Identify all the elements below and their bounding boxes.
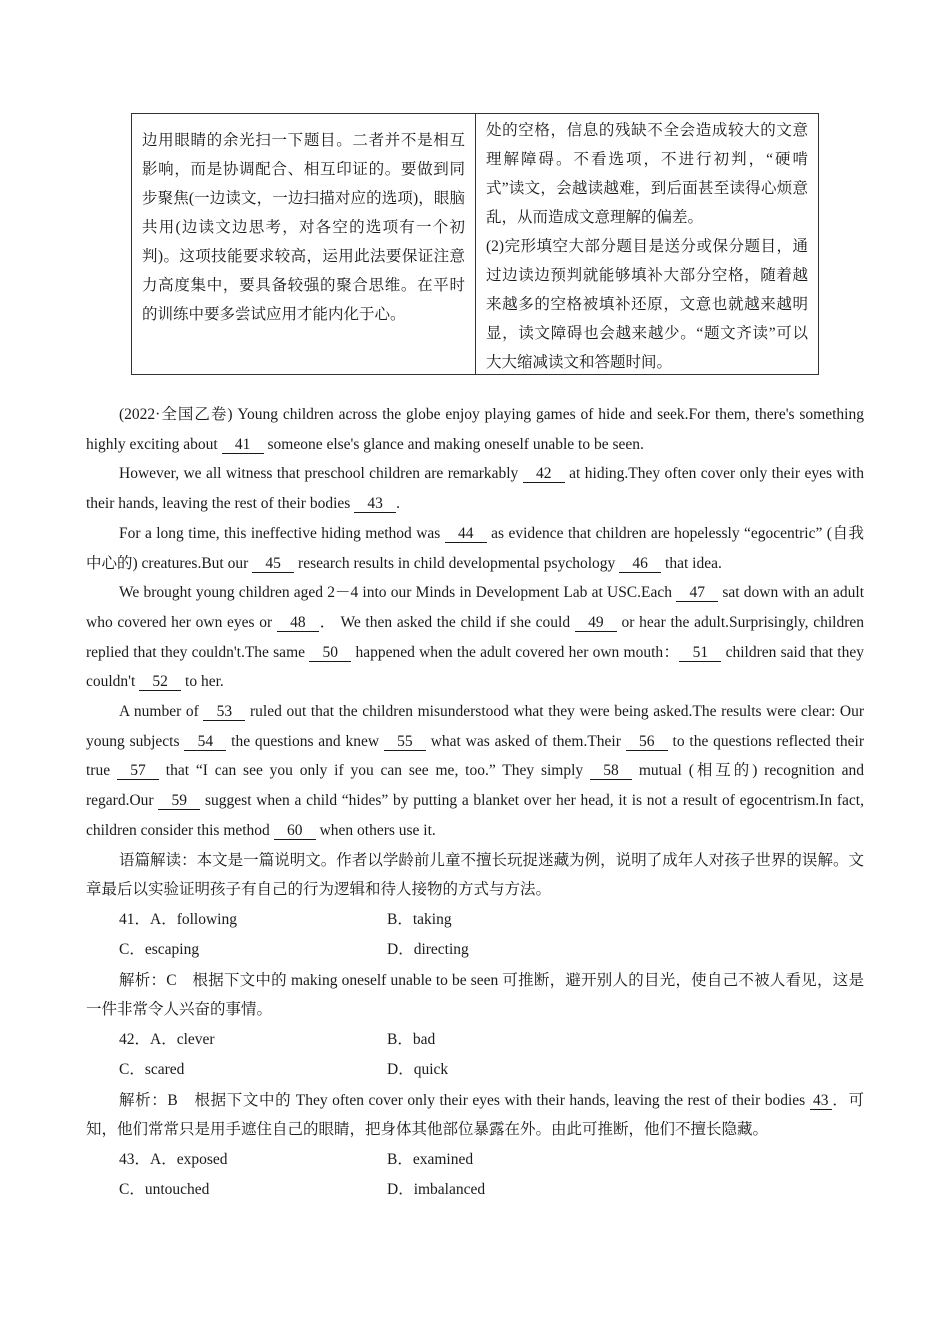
passage-summary: 语篇解读：本文是一篇说明文。作者以学龄前儿童不擅长玩捉迷藏为例，说明了成年人对孩子世界的误解。文章最后以实验证明孩子有自己的行为逻辑和待人接物的方式与方法。 bbox=[86, 851, 864, 899]
blank-57: 57 bbox=[117, 762, 159, 780]
option-43-b: B．examined bbox=[387, 1150, 474, 1168]
blank-52: 52 bbox=[139, 673, 181, 691]
question-43-options-row-2 bbox=[86, 1175, 864, 1205]
option-42-c: C．scared bbox=[119, 1061, 185, 1079]
blank-56: 56 bbox=[626, 733, 668, 751]
option-43-d: D．imbalanced bbox=[387, 1181, 486, 1199]
option-43-c: C．untouched bbox=[119, 1181, 210, 1199]
option-41-c: C．escaping bbox=[119, 941, 200, 959]
blank-46: 46 bbox=[619, 555, 661, 573]
passage-paragraph-2: However, we all witness that preschool children are remarkably 42 at hiding.They often cover only their eyes with their hands, leaving the rest of their bodies 43 . bbox=[86, 465, 864, 513]
analysis-41: 解析：C 根据下文中的 making oneself unable to be seen 可推断，避开别人的目光，使自己不被人看见，这是一件非常令人兴奋的事情。 bbox=[86, 971, 864, 1019]
blank-42: 42 bbox=[523, 465, 565, 483]
passage-paragraph-4: We brought young children aged 2－4 into our Minds in Development Lab at USC.Each 47 sat down with an adult who covered her own eyes or 48 ． We then asked the child if she could 49 or hear the adult.Surprisingly, children replied that they couldn't.The same 50 happened when the adult covered her own mouth： 51 children said that they couldn't 52 to her. bbox=[86, 584, 864, 691]
blank-48: 48 bbox=[277, 614, 319, 632]
blank-53: 53 bbox=[203, 703, 245, 721]
blank-54: 54 bbox=[184, 733, 226, 751]
tips-left-text: 边用眼睛的余光扫一下题目。二者并不是相互影响，而是协调配合、相互印证的。要做到同步聚焦(一边读文，一边扫描对应的选项)，眼脑共用(边读文边思考，对各空的选项有一个初判)。这项技能要求较高，运用此法要保证注意力高度集中，要具备较强的聚合思维。在平时的训练中要多尝试应用才能内化于心。 bbox=[142, 132, 465, 323]
option-42-b: B．bad bbox=[387, 1030, 436, 1048]
passage-paragraph-3: For a long time, this ineffective hiding method was 44 as evidence that children are hopelessly “egocentric” (自我中心的) creatures.But our 45 research results in child developmental psychology 46 that idea. bbox=[86, 524, 864, 572]
passage-paragraph-1: (2022·全国乙卷) Young children across the globe enjoy playing games of hide and seek.For them, there's something highly exciting about 41 someone else's glance and making oneself unable to be seen. bbox=[86, 406, 864, 453]
option-41-d: D．directing bbox=[387, 941, 469, 959]
question-42-options-row-1 bbox=[86, 1025, 864, 1055]
blank-43: 43 bbox=[354, 495, 396, 513]
tips-right-text-2: (2)完形填空大部分题目是送分或保分题目，通过边读边预判就能够填补大部分空格，随着越来越多的空格被填补还原，文意也就越来越明显，读文障碍也会越来越少。“题文齐读”可以大大缩减读文和答题时间。 bbox=[486, 238, 808, 371]
question-41-options-row-1 bbox=[86, 905, 864, 935]
blank-41: 41 bbox=[222, 436, 264, 454]
tips-table bbox=[131, 113, 819, 375]
passage-paragraph-5: A number of 53 ruled out that the children misunderstood what they were being asked.The results were clear: Our young subjects 54 the questions and knew 55 what was asked of them.Their 56 to the questions reflected their true 57 that “I can see you only if you can see me, too.” They simply 58 mutual (相互的) recognition and regard.Our 59 suggest when a child “hides” by putting a blanket over her head, it is not a result of egocentrism.In fact, children consider this method 60 when others use it. bbox=[86, 703, 864, 839]
question-41-options-row-2 bbox=[86, 935, 864, 965]
blank-58: 58 bbox=[590, 762, 632, 780]
blank-45: 45 bbox=[252, 555, 294, 573]
tips-right-cell bbox=[476, 114, 818, 374]
blank-55: 55 bbox=[384, 733, 426, 751]
option-41-b: B．taking bbox=[387, 910, 452, 928]
question-43-options-row-1 bbox=[86, 1145, 864, 1175]
option-42-a: 42．A．clever bbox=[119, 1030, 215, 1048]
option-43-a: 43．A．exposed bbox=[119, 1150, 228, 1168]
analysis-blank-43: 43 bbox=[810, 1092, 832, 1110]
blank-50: 50 bbox=[309, 644, 351, 662]
blank-49: 49 bbox=[575, 614, 617, 632]
question-42-options-row-2 bbox=[86, 1055, 864, 1085]
tips-right-text-1: 处的空格，信息的残缺不全会造成较大的文意理解障碍。不看选项，不进行初判，“硬啃式”读文，会越读越难，到后面甚至读得心烦意乱，从而造成文意理解的偏差。 bbox=[486, 122, 808, 226]
tips-left-cell bbox=[132, 114, 476, 374]
blank-51: 51 bbox=[679, 644, 721, 662]
option-41-a: 41．A．following bbox=[119, 910, 237, 928]
blank-59: 59 bbox=[158, 792, 200, 810]
option-42-d: D．quick bbox=[387, 1061, 449, 1079]
blank-44: 44 bbox=[445, 525, 487, 543]
blank-47: 47 bbox=[676, 584, 718, 602]
blank-60: 60 bbox=[274, 822, 316, 840]
cloze-content bbox=[86, 400, 864, 1206]
analysis-42: 解析：B 根据下文中的 They often cover only their eyes with their hands, leaving the rest of their bodies 43 ．可知，他们常常只是用手遮住自己的眼睛，把身体其他部位暴露在外。由此可推断，他们不擅长隐藏。 bbox=[86, 1091, 864, 1139]
